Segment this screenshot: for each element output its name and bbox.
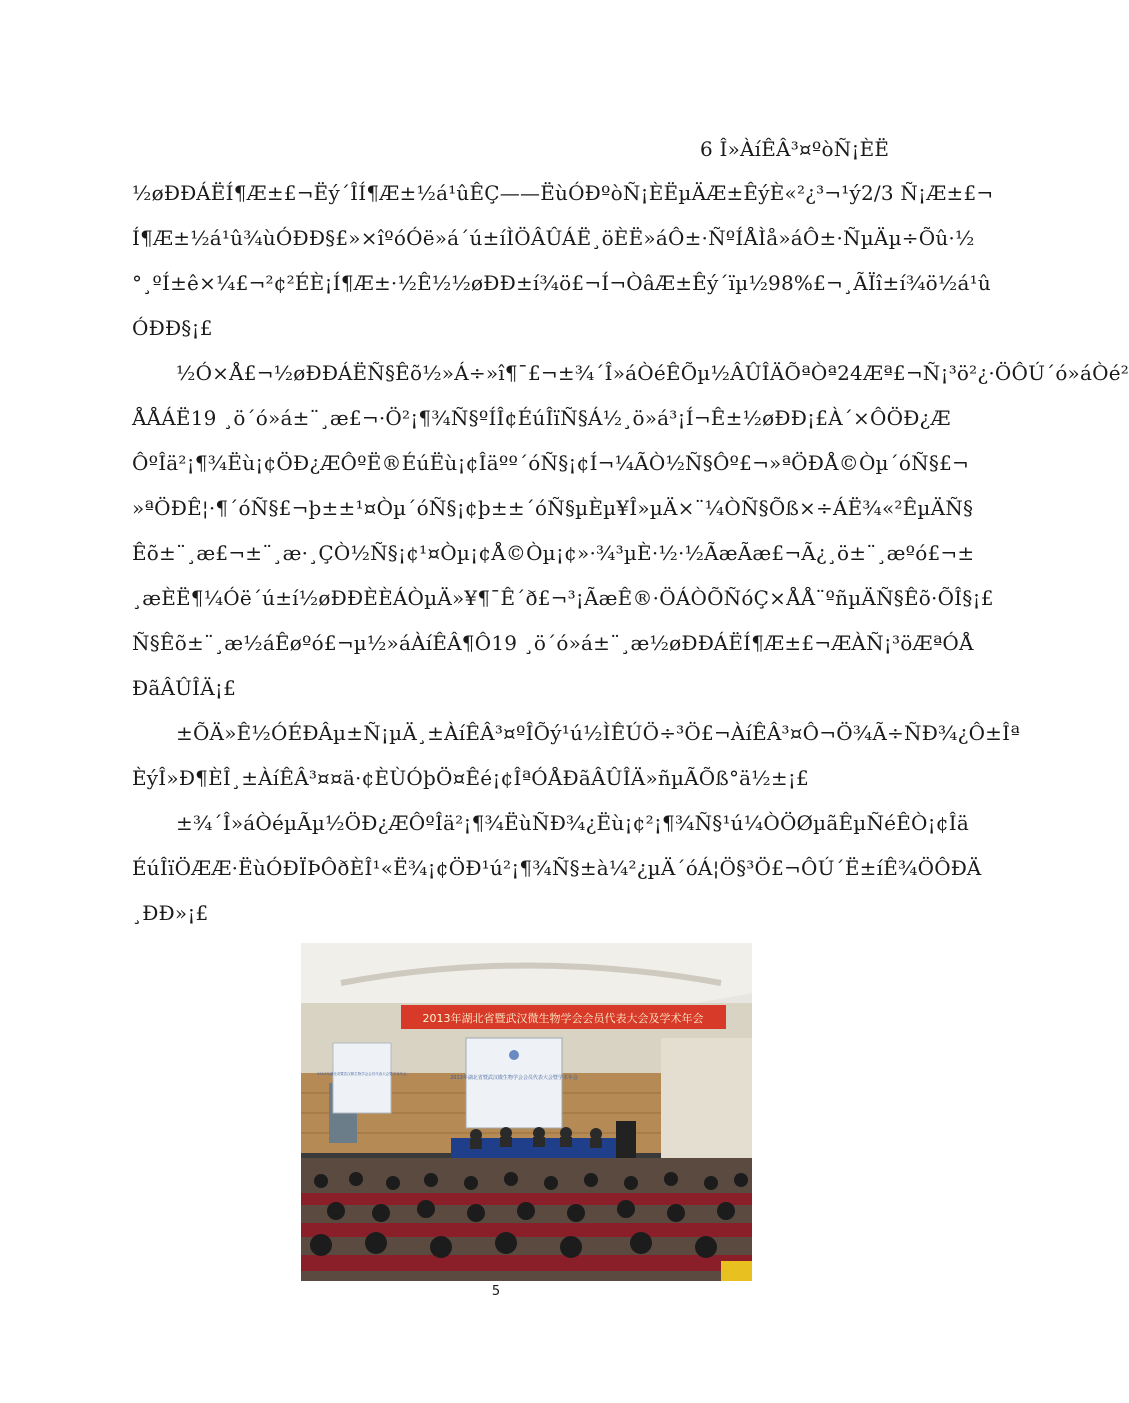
paragraph-3-line-1: ±ÕÄ»Ê½ÓÉÐÂµ±Ñ¡µÄ¸±ÀíÊÂ³¤ºÎÕý¹ú½ÌÊÚÖ÷³Ö£¬ÀíÊÂ³¤Ô¬Ö¾Ã÷ÑÐ¾¿Ô±Îª xyxy=(176,721,1020,745)
paragraph-1-line-1: ½øÐÐÁËÍ¶Æ±£¬Ëý´ÎÍ¶Æ±½á¹ûÊÇ——ËùÓÐºòÑ¡ÈËµÄÆ±ÊýÈ«²¿³¬¹ý2/3 Ñ¡Æ±£¬ xyxy=(132,181,994,205)
paragraph-2-line-3: ÔºÎä²¡¶¾Ëù¡¢ÖÐ¿ÆÔºË®ÉúËù¡¢Îäºº´óÑ§¡¢Í¬¼ÃÒ½Ñ§Ôº£¬»ªÖÐÅ©Òµ´óÑ§£¬ xyxy=(132,451,969,475)
section-heading: 6 Î»ÀíÊÂ³¤ºòÑ¡ÈË xyxy=(700,137,890,161)
paragraph-2-line-7: Ñ§Êõ±¨¸æ½áÊøºó£¬µ½»áÀíÊÂ¶Ô19 ¸ö´ó»á±¨¸æ½øÐÐÁËÍ¶Æ±£¬ÆÀÑ¡³öÆªÓÅ xyxy=(132,631,974,655)
paragraph-4-line-1: ±¾´Î»áÒéµÃµ½ÖÐ¿ÆÔºÎä²¡¶¾ËùÑÐ¾¿Ëù¡¢²¡¶¾Ñ§¹ú¼ÒÖØµãÊµÑéÊÒ¡¢Îä xyxy=(176,811,969,835)
paragraph-4-line-3: ¸ÐÐ»¡£ xyxy=(132,901,209,925)
conference-photo xyxy=(301,943,752,1281)
left-screen-text: 2013年湖北省暨武汉微生物学会会员代表大会暨学术年会 xyxy=(317,1072,407,1076)
paragraph-1-line-4: ÓÐÐ§¡£ xyxy=(132,316,213,340)
paragraph-2-line-6: ¸æÈË¶¼Óë´ú±í½øÐÐÈÈÁÒµÄ»¥¶¯Ê´ð£¬³¡ÃæÊ®·ÖÁÒÕÑóÇ×ÅÅ¨ºñµÄÑ§Êõ·ÕÎ§¡£ xyxy=(132,586,994,610)
main-screen-text: 2013年湖北省暨武汉微生物学会会员代表大会暨学术年会 xyxy=(450,1075,578,1081)
paragraph-2-line-2: ÅÅÁË19 ¸ö´ó»á±¨¸æ£¬·Ö²¡¶¾Ñ§ºÍÎ¢ÉúÎïÑ§Á½¸ö»á³¡Í¬Ê±½øÐÐ¡£À´×ÔÖÐ¿Æ xyxy=(132,406,951,430)
paragraph-2-line-1: ½Ó×Å£¬½øÐÐÁËÑ§Êõ½»Á÷»î¶¯£¬±¾´Î»áÒéÊÕµ½ÂÛÎÄÕªÒª24Æª£¬Ñ¡³ö²¿·ÖÔÚ´ó»áÒé² xyxy=(176,361,1129,385)
banner-text: 2013年湖北省暨武汉微生物学会会员代表大会及学术年会 xyxy=(422,1012,704,1025)
paragraph-2-line-8: ÐãÂÛÎÄ¡£ xyxy=(132,676,237,700)
paragraph-3-line-2: ÈýÎ»Ð¶ÈÎ¸±ÀíÊÂ³¤¤ä·¢ÈÙÓþÖ¤Êé¡¢ÎªÓÅÐãÂÛÎÄ»ñµÃÕß°ä½±¡£ xyxy=(132,766,809,790)
paragraph-2-line-4: »ªÖÐÊ¦·¶´óÑ§£¬þ±±¹¤Òµ´óÑ§¡¢þ±±´óÑ§µÈµ¥Î»µÄ×¨¼ÒÑ§Õß×÷ÁË¾«²ÊµÄÑ§ xyxy=(132,496,974,520)
paragraph-1-line-2: Í¶Æ±½á¹û¾ùÓÐÐ§£»×îºóÓë»á´ú±íÌÖÂÛÁË¸öÈË»áÔ±·ÑºÍÅÌå»áÔ±·ÑµÄµ÷Õû·½ xyxy=(132,226,975,250)
page-number: 5 xyxy=(491,1284,501,1299)
paragraph-4-line-2: ÉúÎïÖÆÆ·ËùÓÐÏÞÔðÈÎ¹«Ë¾¡¢ÖÐ¹ú²¡¶¾Ñ§±à¼²¿µÄ´óÁ¦Ö§³Ö£¬ÔÚ´Ë±íÊ¾ÖÔÐÄ xyxy=(132,856,982,880)
paragraph-2-line-5: Êõ±¨¸æ£¬±¨¸æ·¸ÇÒ½Ñ§¡¢¹¤Òµ¡¢Å©Òµ¡¢»·¾³µÈ·½·½ÃæÃæ£¬Ã¿¸ö±¨¸æºó£¬± xyxy=(132,541,975,565)
paragraph-1-line-3: °¸ºÍ±ê×¼£¬²¢²ÉÈ¡Í¶Æ±·½Ê½½øÐÐ±í¾ö£¬Í¬ÒâÆ±Êý´ïµ½98%£¬¸ÃÏî±í¾ö½á¹û xyxy=(132,271,991,295)
